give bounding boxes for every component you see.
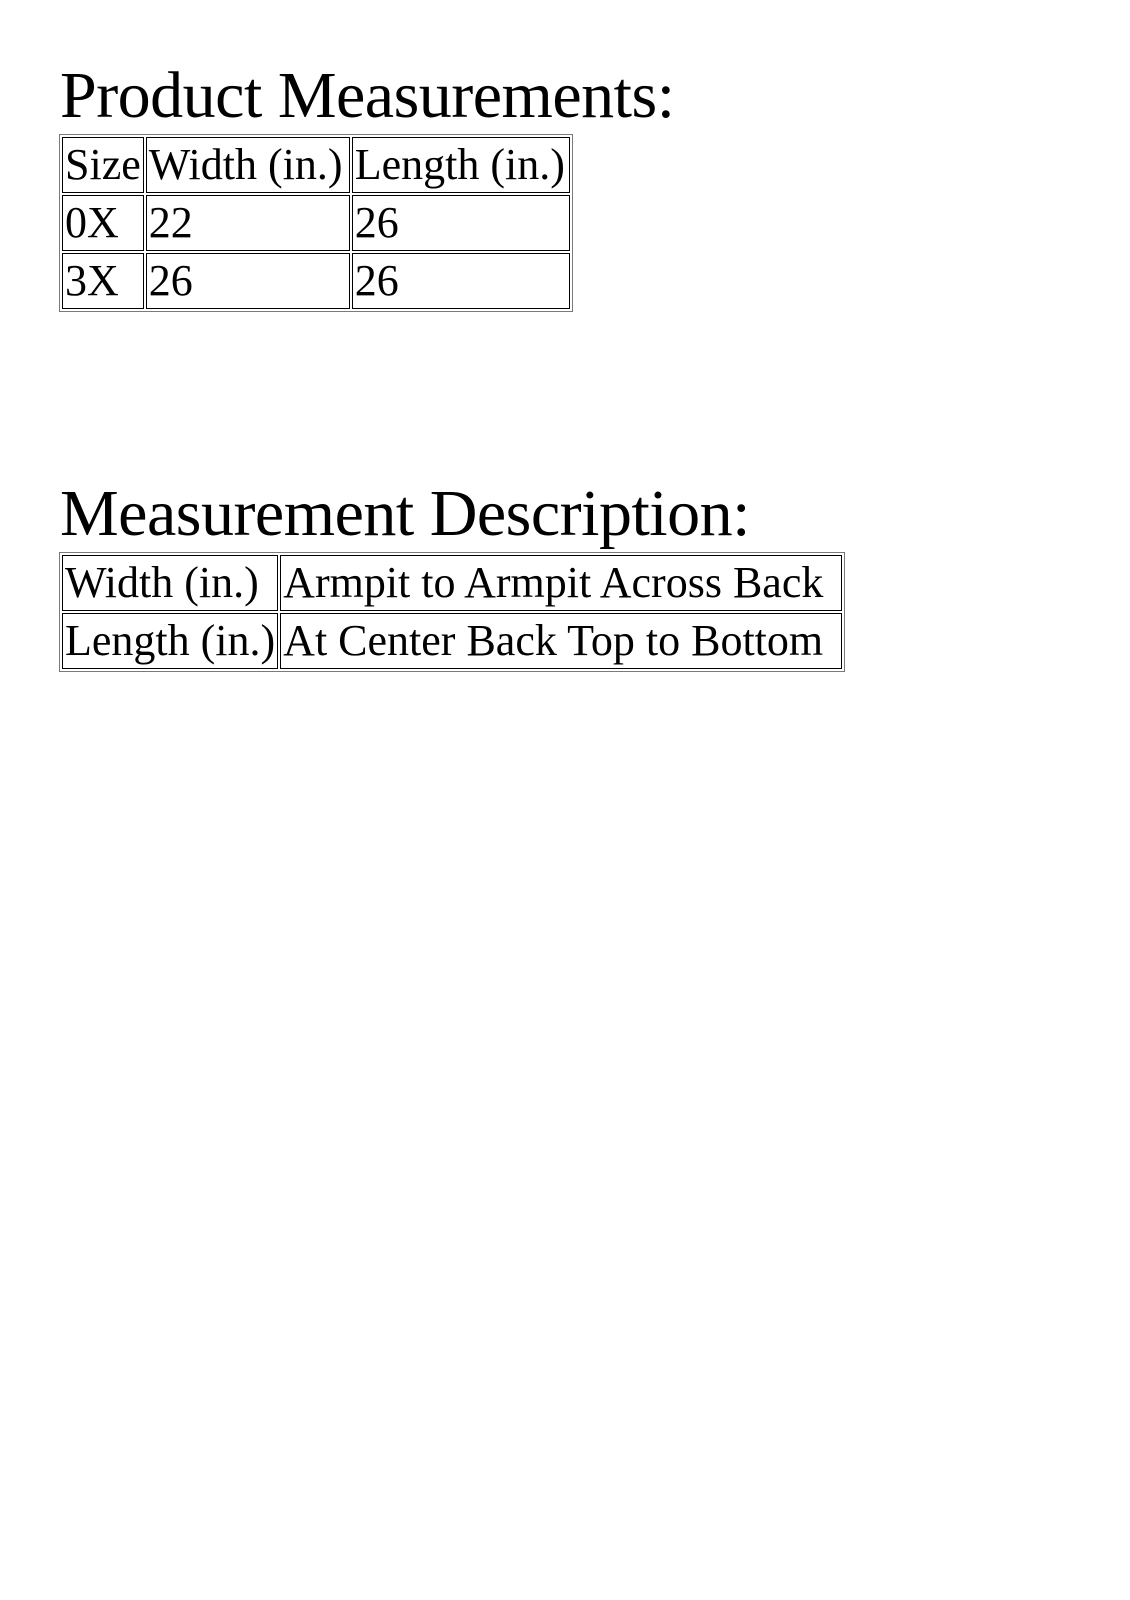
cell-measurement-description: Armpit to Armpit Across Back: [280, 555, 842, 611]
cell-measurement-name: Length (in.): [62, 613, 278, 669]
product-measurements-section: [60, 58, 675, 312]
table-row: [62, 195, 570, 251]
table-row: [62, 253, 570, 309]
cell-size: 0X: [62, 195, 144, 251]
cell-measurement-description: At Center Back Top to Bottom: [280, 613, 842, 669]
cell-measurement-name: Width (in.): [62, 555, 278, 611]
header-size: Size: [62, 137, 144, 193]
table-header-row: [62, 137, 570, 193]
header-length: Length (in.): [352, 137, 570, 193]
table-row: [62, 613, 842, 669]
cell-width: 26: [146, 253, 350, 309]
header-width: Width (in.): [146, 137, 350, 193]
measurement-description-heading: Measurement Description:: [60, 477, 750, 550]
cell-size: 3X: [62, 253, 144, 309]
measurement-description-section: [60, 476, 845, 672]
measurement-description-table: [59, 552, 845, 672]
cell-width: 22: [146, 195, 350, 251]
cell-length: 26: [352, 253, 570, 309]
product-measurements-heading: Product Measurements:: [60, 59, 675, 132]
table-row: [62, 555, 842, 611]
product-measurements-table: [59, 134, 573, 312]
cell-length: 26: [352, 195, 570, 251]
